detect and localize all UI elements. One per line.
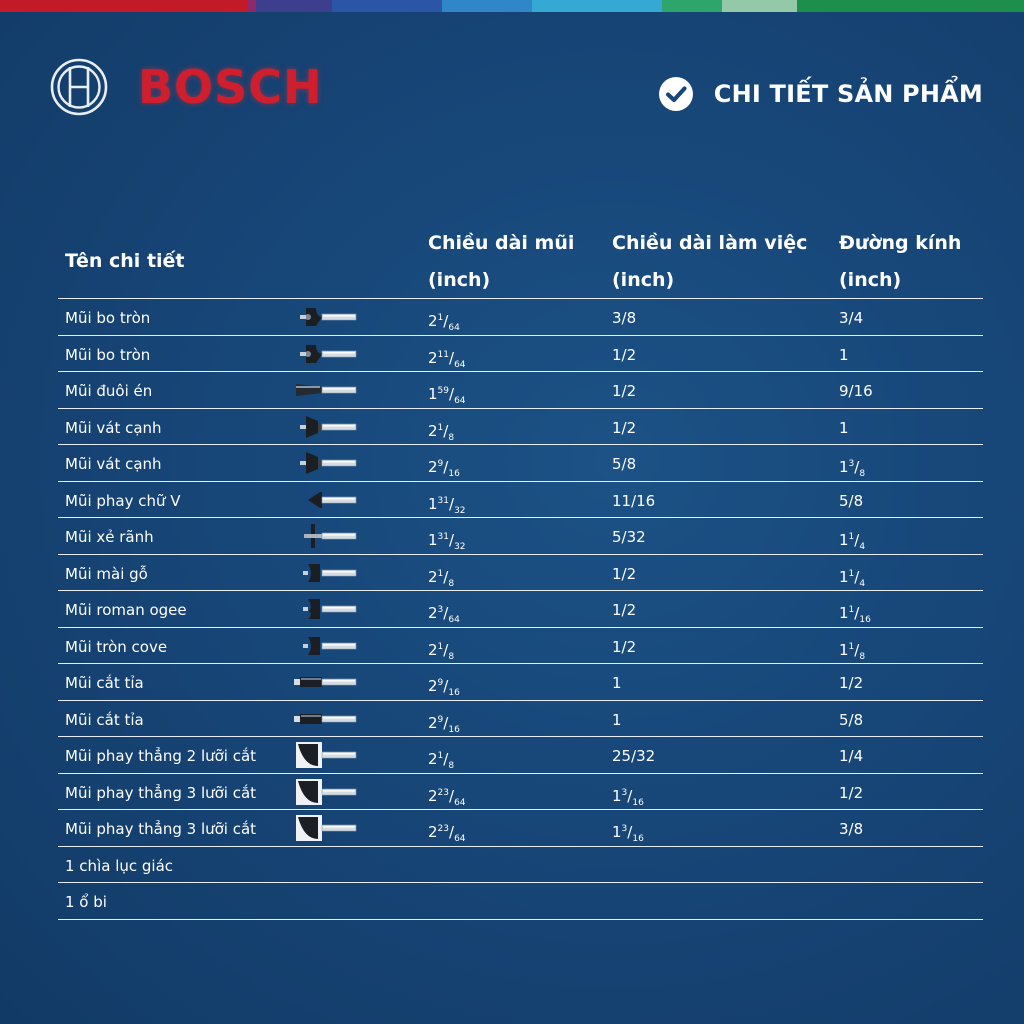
fraction-slash: /: [443, 604, 449, 622]
cove-bit-icon: [294, 631, 358, 661]
fraction-denominator: 16: [448, 469, 460, 479]
part-name: Mũi tròn cove: [65, 637, 168, 656]
fraction-whole: 1: [428, 531, 438, 549]
fraction-whole: 2: [428, 713, 438, 732]
stripe-segment: [442, 0, 532, 12]
spec-table: [58, 224, 983, 920]
bit-length-value: [428, 482, 466, 518]
fraction-whole: 2: [428, 823, 438, 841]
part-name: Mũi đuôi én: [65, 382, 153, 400]
fraction-denominator: 8: [448, 651, 455, 662]
fraction-whole: 2: [428, 604, 438, 622]
part-name: 1 chìa lục giác: [65, 856, 174, 875]
header-work-unit: (inch): [612, 269, 675, 291]
fraction-whole: 1: [428, 385, 438, 403]
bit-length-value: [428, 518, 466, 554]
stripe-segment: [662, 0, 722, 12]
roundover-bit-icon: [294, 339, 358, 369]
diameter-value: 1/2: [839, 783, 864, 802]
table-body: [58, 299, 983, 920]
fraction-slash: /: [627, 786, 633, 805]
table-row: [58, 372, 983, 409]
fraction-whole: 1: [428, 494, 438, 513]
diameter-value: 9/16: [839, 382, 873, 400]
fraction-slash: /: [443, 640, 449, 659]
header-work: [612, 225, 807, 299]
table-row: [58, 774, 983, 811]
bit-length-value: [428, 664, 460, 700]
fraction-numerator: 59: [437, 386, 449, 396]
bosch-armature-icon: [50, 58, 108, 116]
fraction-whole: 1: [612, 823, 622, 841]
table-row: [58, 482, 983, 519]
fraction-denominator: 8: [448, 578, 455, 589]
working-length-value: 25/32: [612, 747, 656, 765]
straight-bit-icon: [294, 777, 358, 807]
fraction-slash: /: [443, 312, 449, 330]
table-row: [58, 299, 983, 336]
header-name: [65, 243, 185, 280]
stripe-segment: [256, 0, 332, 12]
slot-cutter-bit-icon: [294, 521, 358, 551]
bit-length-value: [428, 810, 466, 846]
bit-length-value: [428, 445, 460, 481]
working-length-value: 1/2: [612, 345, 637, 364]
working-length-value: [612, 810, 644, 846]
part-name: Mũi bo tròn: [65, 309, 151, 327]
working-length-value: 3/8: [612, 309, 637, 327]
fraction-denominator: 64: [454, 396, 466, 406]
fraction-slash: /: [854, 458, 860, 476]
fraction-slash: /: [854, 567, 860, 586]
ogee-bit-icon: [294, 594, 358, 624]
bit-length-value: [428, 409, 454, 445]
stripe-segment: [797, 0, 1024, 12]
part-name: 1 ổ bi: [65, 893, 107, 911]
fraction-slash: /: [854, 531, 860, 549]
bit-length-value: [428, 628, 454, 664]
diameter-value: 5/8: [839, 710, 864, 729]
fraction-numerator: 23: [437, 824, 449, 834]
fraction-denominator: 32: [454, 505, 466, 516]
table-row: [58, 555, 983, 592]
fraction-whole: 2: [428, 348, 438, 367]
table-row: [58, 518, 983, 555]
table-header: [58, 224, 983, 299]
fraction-numerator: 1: [437, 751, 444, 761]
fraction-whole: 2: [428, 421, 438, 440]
fraction-numerator: 1: [848, 568, 855, 579]
fraction-slash: /: [449, 786, 455, 805]
fraction-numerator: 3: [848, 459, 855, 469]
bit-length-value: [428, 774, 466, 810]
stripe-segment: [0, 0, 248, 12]
fraction-denominator: 64: [448, 323, 460, 333]
header-length-label: Chiều dài mũi: [428, 232, 575, 254]
header-length-unit: (inch): [428, 269, 491, 291]
bit-length-value: [428, 372, 466, 408]
header-length: [428, 225, 574, 299]
fraction-numerator: 1: [848, 641, 855, 652]
fraction-denominator: 64: [454, 834, 466, 844]
fraction-denominator: 16: [632, 834, 644, 844]
stripe-segment: [532, 0, 662, 12]
fraction-denominator: 16: [448, 724, 460, 735]
fraction-whole: 1: [839, 567, 849, 586]
part-name: Mũi mài gỗ: [65, 564, 148, 583]
fraction-slash: /: [443, 421, 449, 440]
diameter-value: 1: [839, 418, 849, 437]
fraction-denominator: 8: [448, 761, 455, 771]
working-length-value: 5/8: [612, 455, 637, 473]
chamfer-bit-icon: [294, 412, 358, 442]
fraction-numerator: 23: [437, 787, 449, 798]
section-badge: [658, 76, 983, 112]
fraction-denominator: 64: [454, 797, 466, 808]
fraction-whole: 2: [428, 750, 438, 768]
working-length-value: [612, 774, 644, 810]
fraction-whole: 2: [428, 677, 438, 695]
fraction-whole: 2: [428, 567, 438, 586]
diameter-value: [839, 555, 865, 591]
part-name: Mũi phay thẳng 3 lưỡi cắt: [65, 820, 257, 838]
stripe-segment: [248, 0, 256, 12]
straight-bit-icon: [294, 813, 358, 843]
diameter-value: [839, 591, 871, 627]
fraction-denominator: 16: [448, 688, 460, 698]
dovetail-bit-icon: [294, 375, 358, 405]
bit-length-value: [428, 299, 460, 335]
section-title: CHI TIẾT SẢN PHẨM: [713, 80, 983, 108]
fraction-numerator: 31: [437, 532, 449, 542]
fraction-slash: /: [443, 713, 449, 732]
table-row: [58, 810, 983, 847]
fraction-slash: /: [449, 385, 455, 403]
fraction-slash: /: [443, 567, 449, 586]
diameter-value: 1: [839, 345, 849, 364]
part-name: Mũi phay thẳng 3 lưỡi cắt: [65, 783, 257, 802]
part-name: Mũi xẻ rãnh: [65, 528, 154, 546]
header-dia-label: Đường kính: [839, 232, 962, 254]
fraction-numerator: 31: [437, 495, 449, 506]
fraction-whole: 2: [428, 786, 438, 805]
working-length-value: 1/2: [612, 382, 637, 400]
fraction-numerator: 1: [437, 422, 444, 433]
working-length-value: 5/32: [612, 528, 646, 546]
table-row: [58, 664, 983, 701]
table-row: [58, 336, 983, 373]
fraction-whole: 1: [839, 604, 849, 622]
cove-bit-icon: [294, 558, 358, 588]
working-length-value: 1: [612, 674, 622, 692]
diameter-value: [839, 445, 865, 481]
diameter-value: [839, 628, 865, 664]
fraction-denominator: 16: [859, 615, 871, 625]
part-name: Mũi cắt tỉa: [65, 710, 144, 729]
bit-length-value: [428, 591, 460, 627]
fraction-numerator: 9: [437, 678, 444, 688]
fraction-slash: /: [443, 750, 449, 768]
fraction-denominator: 8: [859, 469, 866, 479]
diameter-value: 1/2: [839, 674, 864, 692]
fraction-whole: 1: [839, 458, 849, 476]
part-name: Mũi vát cạnh: [65, 455, 162, 473]
fraction-numerator: 9: [437, 714, 444, 725]
table-row: [58, 883, 983, 920]
working-length-value: 1/2: [612, 418, 637, 437]
fraction-whole: 2: [428, 640, 438, 659]
fraction-denominator: 32: [454, 542, 466, 552]
bosch-logo: [50, 58, 323, 116]
working-length-value: 11/16: [612, 491, 656, 510]
fraction-numerator: 1: [437, 568, 444, 579]
check-circle-icon: [658, 76, 694, 112]
fraction-numerator: 3: [621, 787, 628, 798]
fraction-slash: /: [627, 823, 633, 841]
table-row: [58, 737, 983, 774]
fraction-slash: /: [449, 823, 455, 841]
fraction-numerator: 11: [437, 349, 449, 360]
flush-trim-bit-icon: [294, 704, 358, 734]
header-work-label: Chiều dài làm việc: [612, 232, 808, 254]
fraction-whole: 2: [428, 458, 438, 476]
table-row: [58, 701, 983, 738]
fraction-slash: /: [449, 348, 455, 367]
fraction-slash: /: [449, 531, 455, 549]
brand-wordmark: BOSCH: [138, 60, 323, 114]
fraction-numerator: 3: [437, 605, 444, 615]
diameter-value: 3/8: [839, 820, 864, 838]
fraction-slash: /: [443, 458, 449, 476]
fraction-slash: /: [443, 677, 449, 695]
straight-bit-icon: [294, 740, 358, 770]
fraction-whole: 1: [839, 531, 849, 549]
fraction-slash: /: [854, 640, 860, 659]
table-row: [58, 445, 983, 482]
fraction-numerator: 1: [437, 313, 444, 323]
fraction-denominator: 16: [632, 797, 644, 808]
flush-trim-bit-icon: [294, 667, 358, 697]
fraction-denominator: 64: [454, 359, 466, 370]
header-dia-unit: (inch): [839, 269, 902, 291]
working-length-value: 1/2: [612, 564, 637, 583]
diameter-value: 5/8: [839, 491, 864, 510]
fraction-whole: 1: [612, 786, 622, 805]
header-name-label: Tên chi tiết: [65, 250, 185, 272]
fraction-numerator: 1: [848, 605, 855, 615]
chamfer-bit-icon: [294, 448, 358, 478]
diameter-value: [839, 518, 865, 554]
bit-length-value: [428, 555, 454, 591]
fraction-denominator: 4: [859, 542, 866, 552]
table-row: [58, 591, 983, 628]
stripe-segment: [332, 0, 442, 12]
fraction-numerator: 9: [437, 459, 444, 469]
fraction-denominator: 8: [859, 651, 866, 662]
fraction-whole: 1: [839, 640, 849, 659]
working-length-value: 1: [612, 710, 622, 729]
fraction-numerator: 1: [437, 641, 444, 652]
part-name: Mũi phay chữ V: [65, 491, 181, 510]
working-length-value: 1/2: [612, 601, 637, 619]
header-dia: [839, 225, 961, 299]
part-name: Mũi vát cạnh: [65, 418, 162, 437]
stripe-segment: [722, 0, 797, 12]
fraction-slash: /: [449, 494, 455, 513]
brand-color-stripe: [0, 0, 1024, 12]
fraction-denominator: 8: [448, 432, 455, 443]
part-name: Mũi cắt tỉa: [65, 674, 144, 692]
working-length-value: 1/2: [612, 637, 637, 656]
fraction-numerator: 1: [848, 532, 855, 542]
part-name: Mũi bo tròn: [65, 345, 151, 364]
bit-length-value: [428, 336, 466, 372]
fraction-denominator: 4: [859, 578, 866, 589]
bit-length-value: [428, 737, 454, 773]
table-row: [58, 628, 983, 665]
part-name: Mũi roman ogee: [65, 601, 187, 619]
roundover-bit-icon: [294, 302, 358, 332]
table-row: [58, 847, 983, 884]
part-name: Mũi phay thẳng 2 lưỡi cắt: [65, 747, 257, 765]
bit-length-value: [428, 701, 460, 737]
fraction-slash: /: [854, 604, 860, 622]
diameter-value: 3/4: [839, 309, 864, 327]
fraction-numerator: 3: [621, 824, 628, 834]
v-groove-bit-icon: [294, 485, 358, 515]
table-row: [58, 409, 983, 446]
fraction-denominator: 64: [448, 615, 460, 625]
fraction-whole: 2: [428, 312, 438, 330]
diameter-value: 1/4: [839, 747, 864, 765]
